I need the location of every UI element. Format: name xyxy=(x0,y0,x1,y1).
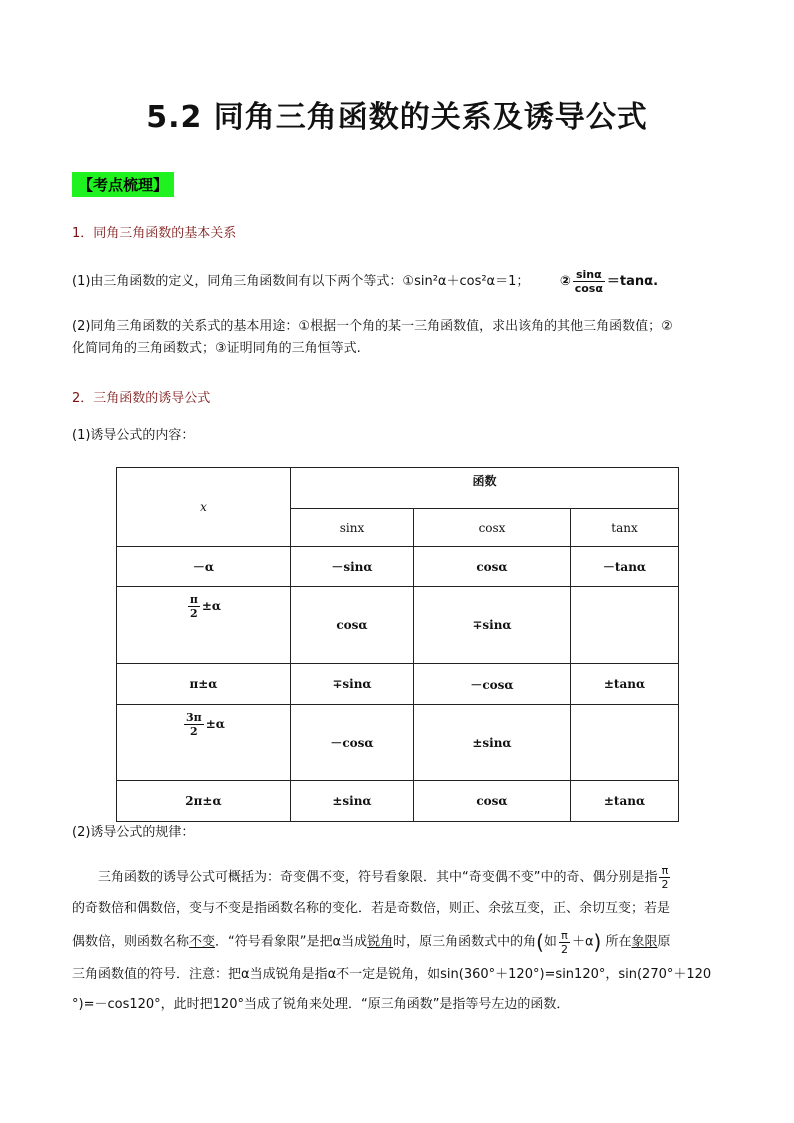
angle-numerator: π xyxy=(189,593,198,606)
uses-line-1: (2)同角三角函数的关系式的基本用途：①根据一个角的某一三角函数值，求出该角的其他三角函数值；② xyxy=(72,319,673,334)
col-header-cos: cosx xyxy=(414,509,571,547)
underlined-unchanged: 不变 xyxy=(189,934,216,950)
section-heading-2: 2．三角函数的诱导公式 xyxy=(72,391,211,406)
paren-fraction xyxy=(559,929,570,956)
section-heading-1: 1．同角三角函数的基本关系 xyxy=(72,226,237,241)
rules-line-3-c: 时，原三角函数式中的角 xyxy=(393,934,537,950)
sin-cell: －cosα xyxy=(291,705,414,781)
angle-numerator: 3π xyxy=(185,711,202,724)
underlined-acute-angle: 锐角 xyxy=(367,934,394,950)
rules-line-4: 三角函数值的符号．注意：把α当成锐角是指α不一定是锐角，如sin(360°＋120°)=sin120°，sin(270°＋120 xyxy=(72,967,712,982)
paragraph-identities xyxy=(72,268,658,295)
paragraph-rules xyxy=(72,864,732,1020)
table-row xyxy=(117,547,679,587)
cos-cell: ±sinα xyxy=(414,705,571,781)
group-header-cell: 函数 xyxy=(291,468,679,509)
paren-expression: ( xyxy=(536,930,544,954)
fraction-denominator: cosα xyxy=(574,282,603,295)
tan-cell xyxy=(571,705,679,781)
sin-cell: cosα xyxy=(291,587,414,664)
sin-cell: ∓sinα xyxy=(291,664,414,705)
page-title: 5.2 同角三角函数的关系及诱导公式 xyxy=(146,100,648,135)
rules-line-5: °)=－cos120°，此时把120°当成了锐角来处理．“原三角函数”是指等号左边的函数． xyxy=(72,997,570,1012)
rules-line-3-e: 原 xyxy=(657,934,671,950)
table-row xyxy=(117,781,679,822)
pi-denominator: 2 xyxy=(661,878,669,891)
angle-suffix: ±α xyxy=(205,717,225,731)
angle-fraction xyxy=(188,593,200,620)
table-row xyxy=(117,705,679,781)
col-header-sin: sinx xyxy=(291,509,414,547)
induction-formula-table xyxy=(116,467,679,822)
paragraph-uses xyxy=(72,316,732,360)
tan-cell: ±tanα xyxy=(571,781,679,822)
fraction-numerator: sinα xyxy=(573,268,605,282)
pi-over-2-fraction xyxy=(659,864,670,891)
tan-cell: ±tanα xyxy=(571,664,679,705)
tan-cell: －tanα xyxy=(571,547,679,587)
identity-tan-text: ＝tanα. xyxy=(606,274,659,289)
sin-cell: ±sinα xyxy=(291,781,414,822)
identity-text: (1)由三角函数的定义，同角三角函数间有以下两个等式：①sin²α＋cos²α＝1； xyxy=(72,274,530,289)
paren-close: ) xyxy=(593,930,602,954)
pi-numerator: π xyxy=(659,864,670,878)
corner-cell: x xyxy=(117,468,291,547)
col-header-tan: tanx xyxy=(571,509,679,547)
rules-line-2: 的奇数倍和偶数倍，变与不变是指函数名称的变化．若是奇数倍，则正、余弦互变，正、余切互变；若是 xyxy=(72,901,671,916)
paren-prefix: 如 xyxy=(543,934,557,950)
cos-cell: －cosα xyxy=(414,664,571,705)
angle-cell: 2π±α xyxy=(117,781,291,822)
sin-cell: －sinα xyxy=(291,547,414,587)
table-row xyxy=(117,664,679,705)
angle-denominator: 2 xyxy=(190,607,198,620)
angle-cell: －α xyxy=(117,547,291,587)
rules-line-1 xyxy=(72,864,732,894)
angle-suffix: ±α xyxy=(201,599,222,613)
table-row xyxy=(117,587,679,664)
cos-cell: cosα xyxy=(414,781,571,822)
paren-suffix: ＋α xyxy=(571,934,594,950)
section-badge: 【考点梳理】 xyxy=(72,172,174,197)
angle-cell xyxy=(117,705,291,781)
angle-denominator: 2 xyxy=(190,725,198,738)
tan-cell xyxy=(571,587,679,664)
paren-denominator: 2 xyxy=(560,942,568,956)
rules-line-3-b: ．“符号看象限”是把α当成 xyxy=(215,934,368,950)
angle-cell: π±α xyxy=(117,664,291,705)
table-header-row xyxy=(117,468,679,509)
cos-cell: cosα xyxy=(414,547,571,587)
rules-line-3-d: 所在 xyxy=(605,934,632,950)
rules-line-1-text: 三角函数的诱导公式可概括为：奇变偶不变，符号看象限．其中“奇变偶不变”中的奇、偶分别是指 xyxy=(98,870,658,885)
subheading-rules: (2)诱导公式的规律： xyxy=(72,825,195,840)
uses-line-2: 化简同角的三角函数式；③证明同角的三角恒等式. xyxy=(72,341,361,356)
cos-cell: ∓sinα xyxy=(414,587,571,664)
identity-mark-2: ② xyxy=(559,274,571,289)
angle-cell xyxy=(117,587,291,664)
angle-fraction xyxy=(184,711,204,738)
underlined-quadrant: 象限 xyxy=(631,934,658,950)
subheading-content: (1)诱导公式的内容： xyxy=(72,428,195,443)
rules-line-3 xyxy=(72,924,732,960)
paren-numerator: π xyxy=(559,929,570,943)
sin-over-cos-fraction xyxy=(573,268,605,295)
rules-line-3-a: 偶数倍，则函数名称 xyxy=(72,934,190,950)
